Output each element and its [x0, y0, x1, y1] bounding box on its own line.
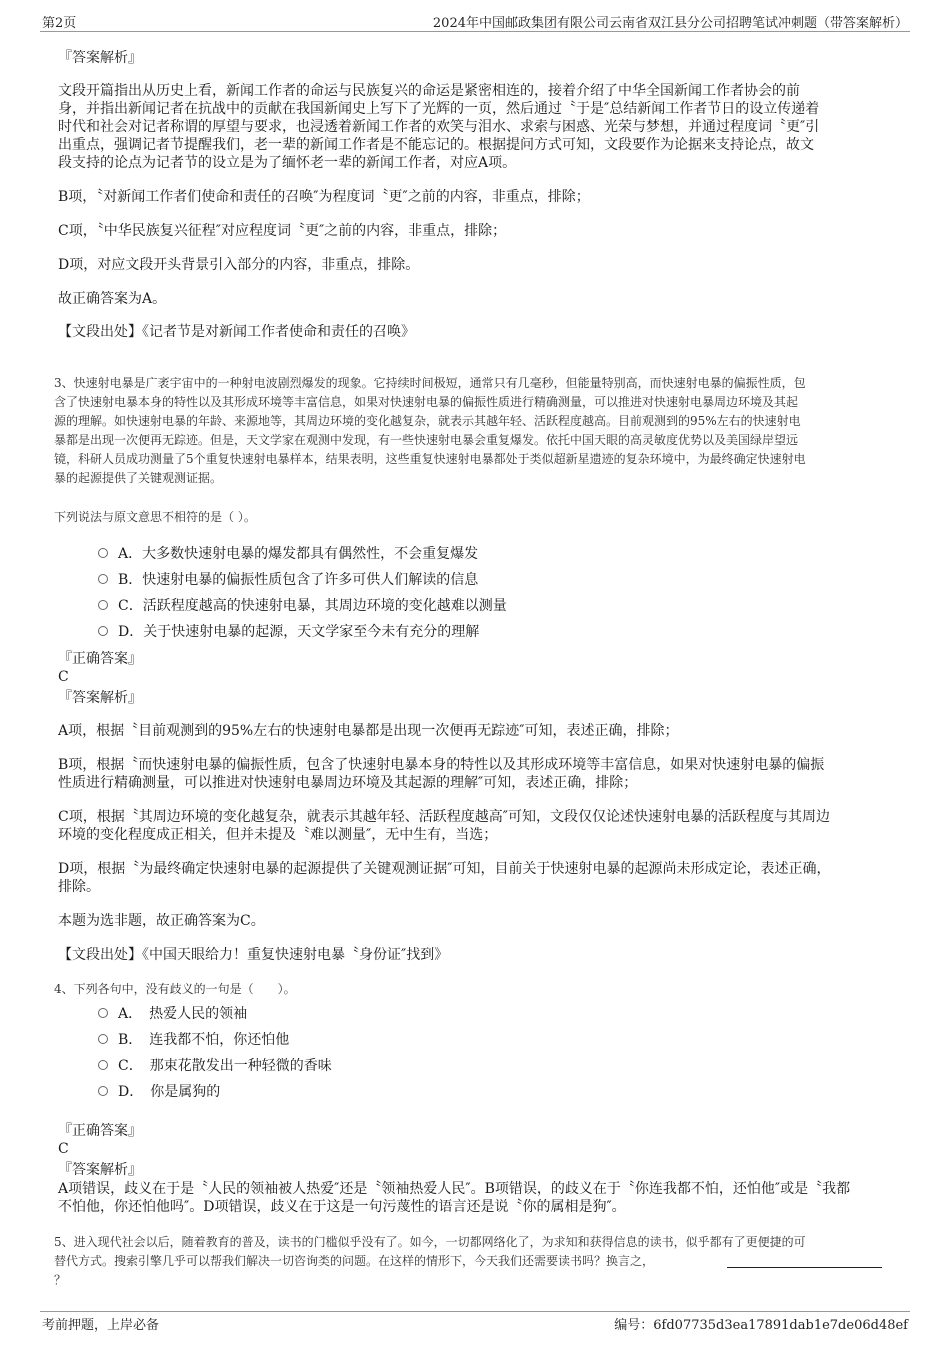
- q4-option-b[interactable]: [98, 1029, 289, 1049]
- q3-option-d-analysis: D项，根据〝为最终确定快速射电暴的起源提供了关键观测证据″可知，目前关于快速射电暴的起源尚未形成定论，表述正确，: [58, 861, 831, 877]
- footer-slogan: 考前押题，上岸必备: [42, 1318, 160, 1333]
- q2-analysis-label: 『答案解析』: [58, 50, 142, 66]
- q5-line: 替代方式。搜索引擎几乎可以帮我们解决一切咨询类的问题。在这样的情形下，今天我们还需要读书吗？换言之，: [54, 1254, 655, 1268]
- document-title: 2024年中国邮政集团有限公司云南省双江县分公司招聘笔试冲刺题（带答案解析）: [432, 16, 908, 31]
- q3-option-c-analysis: C项，根据〝其周边环境的变化越复杂，就表示其越年轻、活跃程度越高″可知，文段仅仅论述快速射电暴的活跃程度与其周边: [58, 809, 830, 825]
- q2-option-b-analysis: B项，〝对新闻工作者们使命和责任的召唤″为程度词〝更″之前的内容，非重点，排除；: [58, 189, 590, 205]
- option-label: A．大多数快速射电暴的爆发都具有偶然性，不会重复爆发: [118, 546, 479, 562]
- q2-analysis-line: 段支持的论点为记者节的设立是为了缅怀老一辈的新闻工作者，对应A项。: [58, 155, 517, 171]
- radio-icon[interactable]: [98, 1034, 108, 1044]
- q3-option-c[interactable]: [98, 595, 507, 615]
- q3-option-a-analysis: A项，根据〝目前观测到的95%左右的快速射电暴都是出现一次便再无踪迹″可知，表述正确，排除；: [58, 723, 679, 739]
- header-divider: [40, 31, 910, 32]
- page-number: 第2页: [42, 16, 77, 31]
- q3-option-b-analysis: 性质进行精确测量，可以推进对快速射电暴周边环境及其起源的理解″可知，表述正确，排除；: [58, 775, 638, 791]
- q3-option-a[interactable]: [98, 543, 478, 563]
- option-label: B．快速射电暴的偏振性质包含了许多可供人们解读的信息: [118, 572, 479, 588]
- q4-analysis-line: 不怕他，你还怕他吗″。D项错误，歧义在于这是一句污蔑性的语言还是说〝你的属相是狗″。: [58, 1199, 626, 1215]
- q2-option-d-analysis: D项，对应文段开头背景引入部分的内容，非重点，排除。: [58, 257, 420, 273]
- q3-option-d[interactable]: [98, 621, 479, 641]
- q2-analysis-line: 出重点，强调记者节提醒我们，老一辈的新闻工作者是不能忘记的。根据提问方式可知，文段要作为论据来支持论点，故文: [58, 137, 814, 153]
- q4-option-a[interactable]: [98, 1003, 247, 1023]
- radio-icon[interactable]: [98, 548, 108, 558]
- q3-option-b[interactable]: [98, 569, 478, 589]
- q5-line: ？: [54, 1273, 67, 1287]
- option-label: B． 连我都不怕，你还怕他: [118, 1032, 290, 1048]
- q2-analysis-line: 身，并指出新闻记者在抗战中的贡献在我国新闻史上写下了光辉的一页，然后通过〝于是″总结新闻工作者节日的设立传递着: [58, 101, 820, 117]
- q3-conclusion: 本题为选非题，故正确答案为C。: [58, 913, 265, 929]
- q4-option-d[interactable]: [98, 1081, 220, 1101]
- option-label: C．活跃程度越高的快速射电暴，其周边环境的变化越难以测量: [118, 598, 507, 614]
- footer-divider: [40, 1311, 910, 1312]
- q4-answer: C: [58, 1141, 69, 1157]
- document-code: 编号：6fd07735d3ea17891dab1e7de06d48ef: [614, 1318, 908, 1333]
- q3-answer: C: [58, 669, 69, 685]
- option-label: A． 热爱人民的领袖: [118, 1006, 248, 1022]
- q2-analysis-line: 文段开篇指出从历史上看，新闻工作者的命运与民族复兴的命运是紧密相连的，接着介绍了中华全国新闻工作者协会的前: [58, 83, 800, 99]
- q4-question: 4、下列各句中，没有歧义的一句是（ ）。: [54, 982, 296, 996]
- answer-blank[interactable]: [727, 1267, 882, 1268]
- q3-passage-line: 暴的起源提供了关键观测证据。: [54, 471, 223, 485]
- q3-option-b-analysis: B项，根据〝而快速射电暴的偏振性质，包含了快速射电暴本身的特性以及其形成环境等丰富信息，如果对快速射电暴的偏振: [58, 757, 825, 773]
- radio-icon[interactable]: [98, 600, 108, 610]
- radio-icon[interactable]: [98, 1060, 108, 1070]
- q3-passage-line: 含了快速射电暴本身的特性以及其形成环境等丰富信息，如果对快速射电暴的偏振性质进行精确测量，可以推进对快速射电暴周边环境及其起: [54, 395, 799, 409]
- q4-answer-label: 『正确答案』: [58, 1123, 142, 1139]
- q3-passage-line: 暴都是出现一次便再无踪迹。但是，天文学家在观测中发现，有一些快速射电暴会重复爆发。依托中国天眼的高灵敏度优势以及美国绿岸望远: [54, 433, 799, 447]
- option-label: D． 你是属狗的: [118, 1084, 221, 1100]
- radio-icon[interactable]: [98, 1086, 108, 1096]
- option-label: C． 那束花散发出一种轻微的香味: [118, 1058, 332, 1074]
- radio-icon[interactable]: [98, 626, 108, 636]
- q3-question: 下列说法与原文意思不相符的是（ ）。: [54, 510, 256, 524]
- q3-option-c-analysis: 环境的变化程度成正相关，但并未提及〝难以测量″，无中生有，当选；: [58, 827, 498, 843]
- radio-icon[interactable]: [98, 574, 108, 584]
- q4-option-c[interactable]: [98, 1055, 332, 1075]
- q3-analysis-label: 『答案解析』: [58, 690, 142, 706]
- q4-analysis-line: A项错误，歧义在于是〝人民的领袖被人热爱″还是〝领袖热爱人民″。B项错误，的歧义在于〝你连我都不怕，还怕他″或是〝我都: [58, 1181, 851, 1197]
- q3-passage-line: 源的理解。如快速射电暴的年龄、来源地等，其周边环境的变化越复杂，就表示其越年轻、活跃程度越高。目前观测到的95%左右的快速射电: [54, 414, 801, 428]
- q3-answer-label: 『正确答案』: [58, 651, 142, 667]
- radio-icon[interactable]: [98, 1008, 108, 1018]
- q2-source: 【文段出处】《记者节是对新闻工作者使命和责任的召唤》: [58, 324, 415, 340]
- q3-passage-line: 3、快速射电暴是广袤宇宙中的一种射电波剧烈爆发的现象。它持续时间极短，通常只有几毫秒，但能量特别高，而快速射电暴的偏振性质，包: [54, 376, 806, 390]
- q2-analysis-line: 时代和社会对记者称谓的厚望与要求，也浸透着新闻工作者的欢笑与泪水、求索与困惑、光荣与梦想，并通过程度词〝更″引: [58, 119, 820, 135]
- q3-option-d-analysis: 排除。: [58, 879, 100, 895]
- q4-analysis-label: 『答案解析』: [58, 1162, 142, 1178]
- option-label: D．关于快速射电暴的起源，天文学家至今未有充分的理解: [118, 624, 480, 640]
- q2-conclusion: 故正确答案为A。: [58, 291, 167, 307]
- q2-option-c-analysis: C项，〝中华民族复兴征程″对应程度词〝更″之前的内容，非重点，排除；: [58, 223, 507, 239]
- q3-source: 【文段出处】《中国天眼给力！重复快速射电暴〝身份证″找到》: [58, 947, 449, 963]
- q3-passage-line: 镜，科研人员成功测量了5个重复快速射电暴样本，结果表明，这些重复快速射电暴都处于类似超新星遗迹的复杂环境中，为最终确定快速射电: [54, 452, 806, 466]
- q5-line: 5、进入现代社会以后，随着教育的普及，读书的门槛似乎没有了。如今，一切都网络化了，为求知和获得信息的读书，似乎都有了更便捷的可: [54, 1235, 806, 1249]
